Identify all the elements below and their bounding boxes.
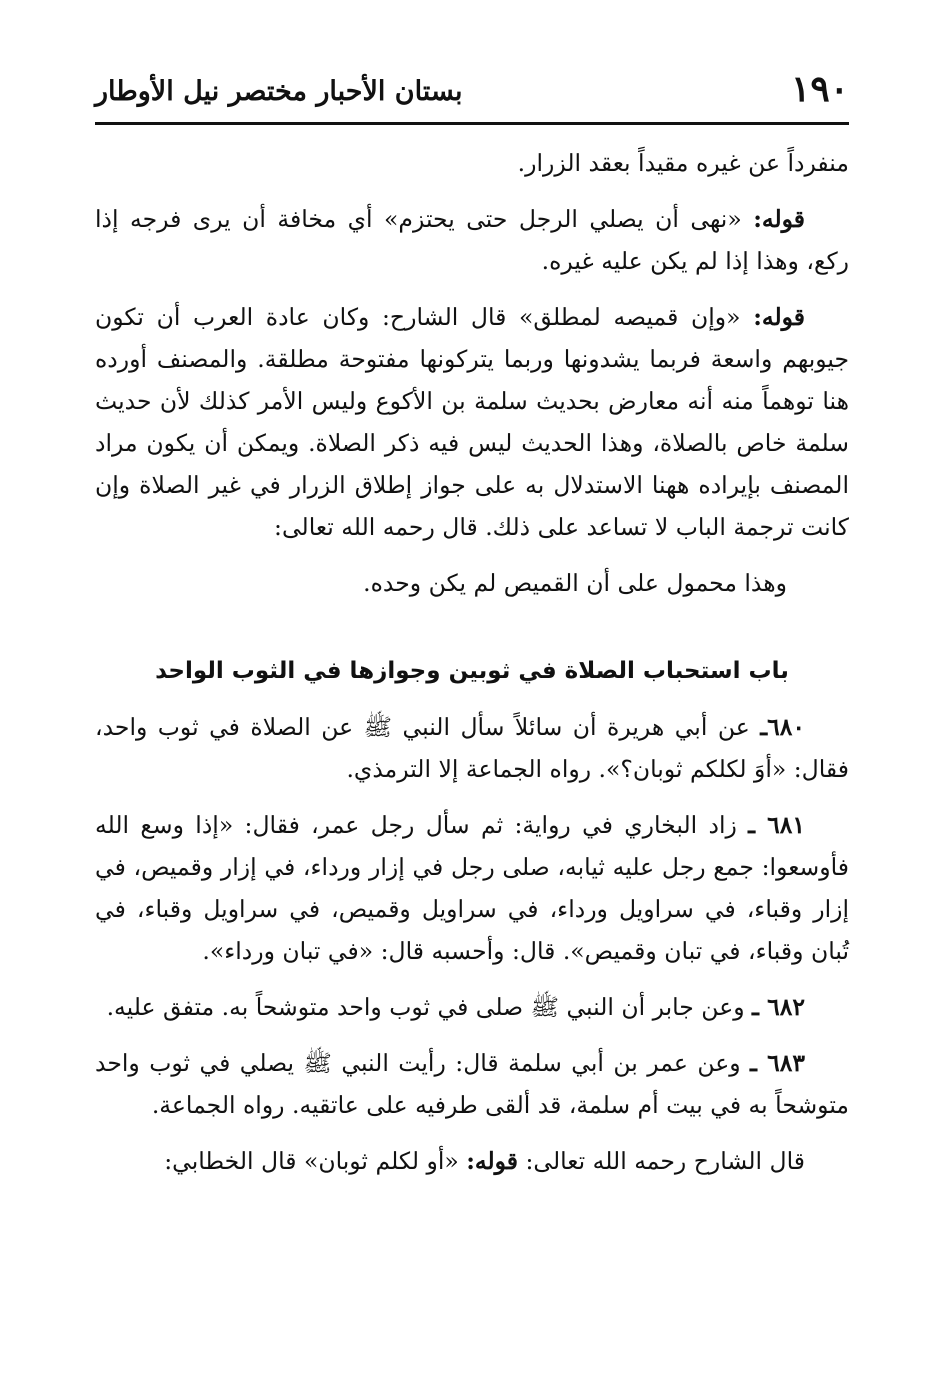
- hadith-680: [95, 706, 849, 790]
- paragraph-text: «نهى أن يصلي الرجل حتى يحتزم» أي مخافة أن يرى فرجه إذا ركع، وهذا إذا لم يكن عليه غيره.: [95, 205, 849, 275]
- hadith-number: ٦٨١ ـ: [748, 811, 805, 839]
- hadith-number: ٦٨٢ ـ: [752, 993, 805, 1021]
- paragraph-commentary-2: [95, 296, 849, 548]
- paragraph-commentary-3: [95, 1140, 849, 1182]
- paragraph-text: منفرداً عن غيره مقيداً بعقد الزرار.: [517, 149, 849, 177]
- hadith-number: ٦٨٠ـ: [760, 713, 805, 741]
- hadith-text: وعن جابر أن النبي ﷺ صلى في ثوب واحد متوشحاً به. متفق عليه.: [106, 993, 753, 1021]
- paragraph-commentary-1: [95, 198, 849, 282]
- hadith-number: ٦٨٣ ـ: [750, 1049, 805, 1077]
- page-number: ١٩٠: [790, 68, 849, 110]
- keyword-qawluhu: قوله:: [466, 1147, 519, 1175]
- keyword-qawluhu: قوله:: [753, 205, 805, 233]
- paragraph-text: «أو لكلم ثوبان» قال الخطابي:: [164, 1147, 467, 1175]
- hadith-text: وعن عمر بن أبي سلمة قال: رأيت النبي ﷺ يصلي في ثوب واحد متوشحاً به في بيت أم سلمة، قد ألقى طرفيه على عاتقيه. رواه الجماعة.: [95, 1049, 849, 1119]
- hadith-text: عن أبي هريرة أن سائلاً سأل النبي ﷺ عن الصلاة في ثوب واحد، فقال: «أوَ لكلكم ثوبان؟». رواه الجماعة إلا الترمذي.: [95, 713, 849, 783]
- hadith-682: [95, 986, 849, 1028]
- paragraph-text: قال الشارح رحمه الله تعالى:: [518, 1147, 805, 1175]
- page-body: [95, 142, 849, 1196]
- author-quote: وهذا محمول على أن القميص لم يكن وحده.: [363, 569, 787, 597]
- chapter-title: باب استحباب الصلاة في ثوبين وجوازها في الثوب الواحد: [155, 658, 789, 684]
- hadith-681: [95, 804, 849, 972]
- hadith-683: [95, 1042, 849, 1126]
- hadith-text: زاد البخاري في رواية: ثم سأل رجل عمر، فقال: «إذا وسع الله فأوسعوا: جمع رجل عليه ثيابه، صلى رجل في إزار ورداء، في إزار وقميص، في إزار وقباء، في سراويل ورداء، في سراويل وقميص، في سراويل وقباء، في تُبان وقباء، في تبان وقميص». قال: وأحسبه قال: «في تبان ورداء».: [95, 811, 849, 965]
- running-title: بستان الأحبار مختصر نيل الأوطار: [95, 76, 463, 107]
- page-header: [95, 62, 849, 125]
- paragraph-text: «وإن قميصه لمطلق» قال الشارح: وكان عادة العرب أن تكون جيوبهم واسعة فربما يشدونها وربما يتركونها مفتوحة مطلقة. والمصنف أورده هنا توهماً منه أنه معارض بحديث سلمة بن الأكوع وليس الأمر كذلك لأن حديث سلمة خاص بالصلاة، وهذا الحديث ليس فيه ذكر الصلاة. ويمكن أن يكون مراد المصنف بإيراده ههنا الاستدلال به على جواز إطلاق الزرار في غير الصلاة وإن كانت ترجمة الباب لا تساعد على ذلك. قال رحمه الله تعالى:: [95, 303, 849, 541]
- paragraph-continuation: [95, 142, 849, 184]
- keyword-qawluhu: قوله:: [753, 303, 805, 331]
